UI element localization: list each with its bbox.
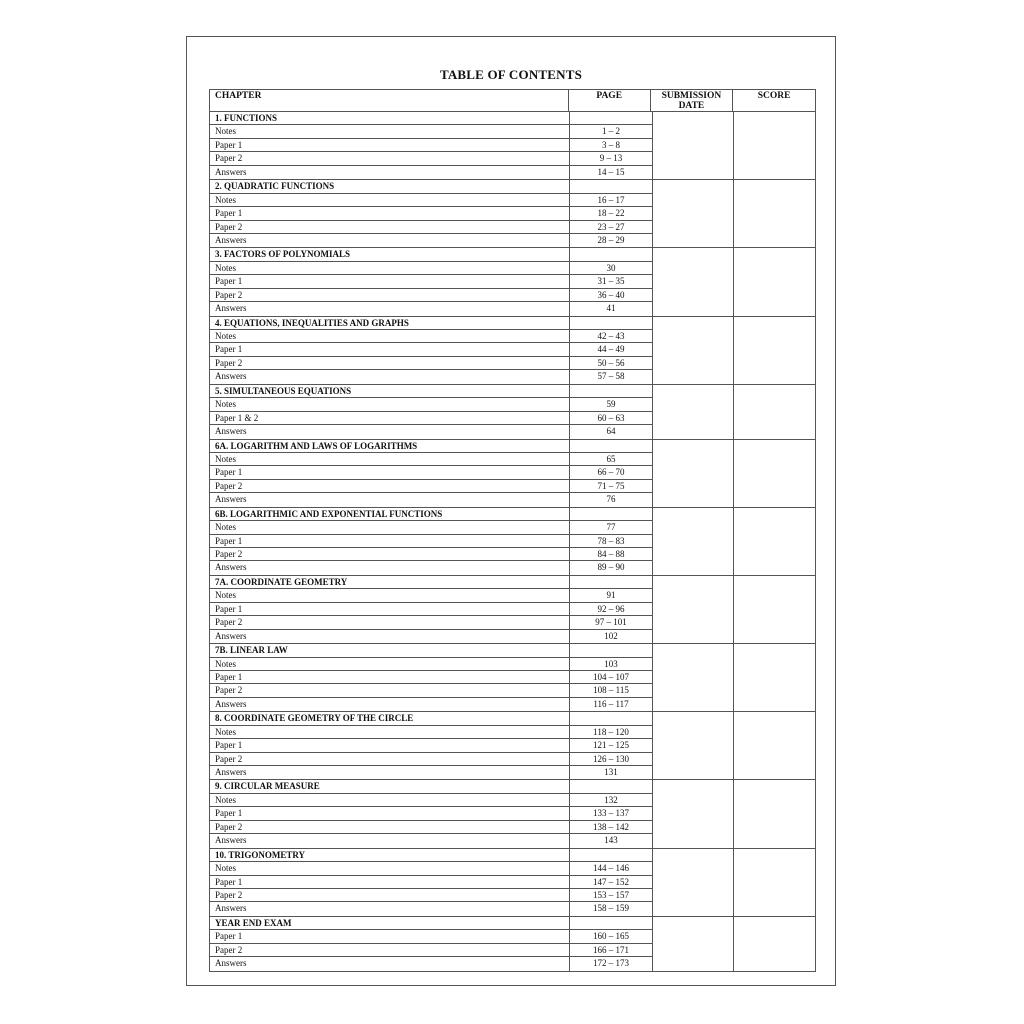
chapter-page-cell [570,780,652,792]
table-row [210,194,652,207]
score-cell [734,849,815,916]
row-page-range: 1 – 2 [602,126,620,137]
table-row [210,289,652,302]
chapter-section [209,508,816,576]
row-label: Answers [210,370,570,383]
chapter-section [209,849,816,917]
chapter-rows [210,248,652,315]
chapter-page-cell [570,248,652,260]
score-cell [734,712,815,779]
table-row [210,876,652,889]
table-row [210,139,652,152]
table-row [210,944,652,957]
chapter-heading-row [210,385,652,398]
row-label: Notes [210,794,570,806]
table-row [210,603,652,616]
chapter-section [209,576,816,644]
row-page-range: 108 – 115 [593,685,629,696]
row-page-range: 3 – 8 [602,139,620,150]
row-page-range: 23 – 27 [597,221,625,232]
chapter-title: 4. EQUATIONS, INEQUALITIES AND GRAPHS [210,317,570,329]
chapter-page-cell [570,385,652,397]
row-label: Notes [210,398,570,410]
chapter-rows [210,712,652,779]
table-header [209,89,816,112]
submission-date-cell [652,644,734,711]
row-page-range: 138 – 142 [593,821,629,832]
chapter-heading-row [210,317,652,330]
submission-date-cell [652,248,734,315]
row-label: Paper 1 [210,535,570,547]
score-cell [734,248,815,315]
row-page-range: 64 [606,426,616,437]
row-label: Answers [210,698,570,711]
row-page-range: 121 – 125 [593,740,629,751]
chapter-title: 6A. LOGARITHM AND LAWS OF LOGARITHMS [210,440,570,452]
header-page: PAGE [569,90,651,111]
table-row [210,330,652,343]
row-label: Answers [210,766,570,779]
table-row [210,794,652,807]
row-label: Paper 1 [210,275,570,287]
table-row [210,726,652,739]
row-label: Answers [210,166,570,179]
row-label: Paper 2 [210,548,570,560]
chapter-title: 2. QUADRATIC FUNCTIONS [210,180,570,192]
table-row [210,398,652,411]
chapter-title: 1. FUNCTIONS [210,112,570,124]
chapter-heading-row [210,780,652,793]
row-label: Notes [210,194,570,206]
row-page-range: 103 [604,658,618,669]
row-label: Paper 1 [210,207,570,219]
row-label: Paper 1 [210,930,570,942]
row-label: Paper 1 [210,343,570,355]
chapter-heading-row [210,180,652,193]
row-page-range: 59 [606,399,616,410]
row-label: Paper 2 [210,753,570,765]
row-page-range: 131 [604,767,618,777]
row-label: Paper 1 [210,139,570,151]
row-label: Paper 2 [210,289,570,301]
chapter-section [209,644,816,712]
row-label: Paper 1 & 2 [210,412,570,424]
row-label: Paper 1 [210,671,570,683]
row-page-range: 91 [606,590,616,601]
table-row [210,889,652,902]
table-row [210,821,652,834]
row-label: Paper 2 [210,944,570,956]
submission-date-cell [652,180,734,247]
table-row [210,412,652,425]
contents-table [209,89,816,972]
chapter-rows [210,112,652,179]
chapter-page-cell [570,644,652,656]
row-page-range: 144 – 146 [593,863,629,874]
row-page-range: 153 – 157 [593,889,629,900]
table-row [210,902,652,915]
score-cell [734,440,815,507]
row-page-range: 44 – 49 [597,344,625,355]
row-label: Answers [210,493,570,506]
row-label: Answers [210,561,570,574]
row-label: Answers [210,630,570,643]
chapter-section [209,385,816,440]
chapter-page-cell [570,440,652,452]
row-label: Answers [210,234,570,247]
chapter-section [209,440,816,508]
chapter-rows [210,849,652,916]
chapter-page-cell [570,849,652,861]
row-label: Paper 2 [210,480,570,492]
row-label: Paper 2 [210,889,570,901]
score-cell [734,917,815,971]
chapter-rows [210,780,652,847]
row-label: Paper 2 [210,357,570,369]
header-chapter: CHAPTER [210,90,569,111]
row-page-range: 71 – 75 [597,480,625,491]
row-label: Paper 2 [210,821,570,833]
header-score: SCORE [757,91,791,101]
row-label: Paper 2 [210,221,570,233]
chapter-page-cell [570,576,652,588]
score-cell [734,576,815,643]
chapter-title: YEAR END EXAM [210,917,570,929]
table-row [210,152,652,165]
chapter-heading-row [210,508,652,521]
chapter-page-cell [570,112,652,124]
row-page-range: 126 – 130 [593,753,629,764]
row-label: Notes [210,726,570,738]
table-row [210,425,652,438]
row-page-range: 118 – 120 [593,726,629,737]
chapter-rows [210,385,652,439]
row-page-range: 14 – 15 [597,166,625,177]
row-page-range: 28 – 29 [597,234,625,245]
row-page-range: 102 [604,630,618,641]
submission-date-cell [652,385,734,439]
row-label: Paper 2 [210,684,570,696]
chapter-heading-row [210,440,652,453]
row-page-range: 97 – 101 [595,617,627,628]
row-page-range: 143 [604,835,618,846]
row-page-range: 66 – 70 [597,467,625,478]
submission-date-cell [652,780,734,847]
submission-date-cell [652,440,734,507]
header-submission-line1: SUBMISSION [661,91,722,101]
chapter-title: 5. SIMULTANEOUS EQUATIONS [210,385,570,397]
row-page-range: 116 – 117 [593,698,629,709]
chapter-heading-row [210,576,652,589]
submission-date-cell [652,712,734,779]
document-page [186,36,836,986]
table-row [210,658,652,671]
row-page-range: 160 – 165 [593,931,629,942]
table-row [210,234,652,247]
row-page-range: 60 – 63 [597,412,625,423]
chapter-page-cell [570,917,652,929]
score-cell [734,385,815,439]
row-page-range: 166 – 171 [593,944,629,955]
chapter-rows [210,317,652,384]
score-cell [734,180,815,247]
row-page-range: 76 [606,494,616,505]
table-row [210,521,652,534]
row-page-range: 18 – 22 [597,208,625,219]
chapter-rows [210,180,652,247]
chapter-section [209,180,816,248]
row-page-range: 50 – 56 [597,357,625,368]
table-row [210,262,652,275]
table-row [210,807,652,820]
table-row [210,480,652,493]
row-label: Paper 2 [210,152,570,164]
chapter-section [209,780,816,848]
chapter-heading-row [210,712,652,725]
table-row [210,739,652,752]
table-row [210,930,652,943]
row-page-range: 158 – 159 [593,903,629,914]
table-row [210,834,652,847]
table-row [210,357,652,370]
table-row [210,766,652,779]
chapter-heading-row [210,917,652,930]
row-page-range: 133 – 137 [593,808,629,819]
row-page-range: 30 [606,262,616,273]
row-label: Answers [210,834,570,847]
row-label: Notes [210,453,570,465]
score-cell [734,780,815,847]
row-label: Notes [210,330,570,342]
row-label: Notes [210,862,570,874]
row-page-range: 84 – 88 [597,549,625,559]
table-row [210,302,652,315]
chapter-heading-row [210,644,652,657]
row-page-range: 104 – 107 [593,671,629,682]
row-page-range: 65 [606,453,616,464]
table-row [210,453,652,466]
row-label: Paper 1 [210,807,570,819]
score-cell [734,112,815,179]
row-label: Paper 2 [210,616,570,628]
chapter-section [209,112,816,180]
chapter-title: 3. FACTORS OF POLYNOMIALS [210,248,570,260]
table-row [210,684,652,697]
row-page-range: 31 – 35 [597,276,625,287]
table-body [209,112,816,972]
table-row [210,275,652,288]
table-row [210,207,652,220]
row-page-range: 92 – 96 [597,603,625,614]
row-label: Notes [210,589,570,601]
chapter-section [209,317,816,385]
table-row [210,493,652,506]
score-cell [734,508,815,575]
chapter-title: 9. CIRCULAR MEASURE [210,780,570,792]
row-label: Paper 1 [210,466,570,478]
table-row [210,125,652,138]
row-page-range: 57 – 58 [597,371,625,382]
chapter-title: 7A. COORDINATE GEOMETRY [210,576,570,588]
row-label: Answers [210,957,570,970]
submission-date-cell [652,508,734,575]
row-page-range: 41 [606,303,616,314]
table-row [210,221,652,234]
row-page-range: 89 – 90 [597,562,625,573]
row-page-range: 42 – 43 [597,331,625,341]
chapter-heading-row [210,849,652,862]
chapter-title: 10. TRIGONOMETRY [210,849,570,861]
row-label: Answers [210,425,570,438]
chapter-section [209,248,816,316]
page-title: TABLE OF CONTENTS [439,67,583,82]
row-label: Notes [210,262,570,274]
row-page-range: 36 – 40 [597,289,625,300]
row-label: Paper 1 [210,739,570,751]
chapter-rows [210,917,652,971]
chapter-section [209,917,816,972]
row-label: Answers [210,902,570,915]
chapter-heading-row [210,112,652,125]
submission-date-cell [652,112,734,179]
table-row [210,671,652,684]
row-page-range: 78 – 83 [597,535,625,546]
chapter-heading-row [210,248,652,261]
row-label: Answers [210,302,570,315]
row-page-range: 9 – 13 [599,153,623,164]
chapter-rows [210,508,652,575]
table-row [210,616,652,629]
row-label: Notes [210,125,570,137]
row-label: Paper 1 [210,603,570,615]
row-page-range: 172 – 173 [593,958,629,969]
score-cell [734,644,815,711]
table-row [210,957,652,970]
table-row [210,535,652,548]
chapter-page-cell [570,508,652,520]
submission-date-cell [652,317,734,384]
row-label: Paper 1 [210,876,570,888]
table-row [210,343,652,356]
table-row [210,698,652,711]
row-label: Notes [210,658,570,670]
submission-date-cell [652,576,734,643]
table-row [210,370,652,383]
header-submission-date [651,90,734,111]
table-row [210,466,652,479]
chapter-title: 8. COORDINATE GEOMETRY OF THE CIRCLE [210,712,570,724]
chapter-title: 6B. LOGARITHMIC AND EXPONENTIAL FUNCTIONS [210,508,570,520]
chapter-rows [210,644,652,711]
chapter-rows [210,440,652,507]
chapter-page-cell [570,712,652,724]
row-page-range: 147 – 152 [593,876,629,887]
submission-date-cell [652,849,734,916]
table-row [210,589,652,602]
table-row [210,548,652,561]
chapter-page-cell [570,317,652,329]
score-cell [734,317,815,384]
submission-date-cell [652,917,734,971]
table-row [210,862,652,875]
row-label: Notes [210,521,570,533]
header-submission-line2: DATE [678,101,705,111]
chapter-title: 7B. LINEAR LAW [210,644,570,656]
row-page-range: 132 [604,794,618,805]
table-row [210,753,652,766]
row-page-range: 16 – 17 [597,194,625,205]
chapter-section [209,712,816,780]
table-row [210,630,652,643]
table-row [210,166,652,179]
table-row [210,561,652,574]
chapter-page-cell [570,180,652,192]
row-page-range: 77 [606,522,616,533]
chapter-rows [210,576,652,643]
